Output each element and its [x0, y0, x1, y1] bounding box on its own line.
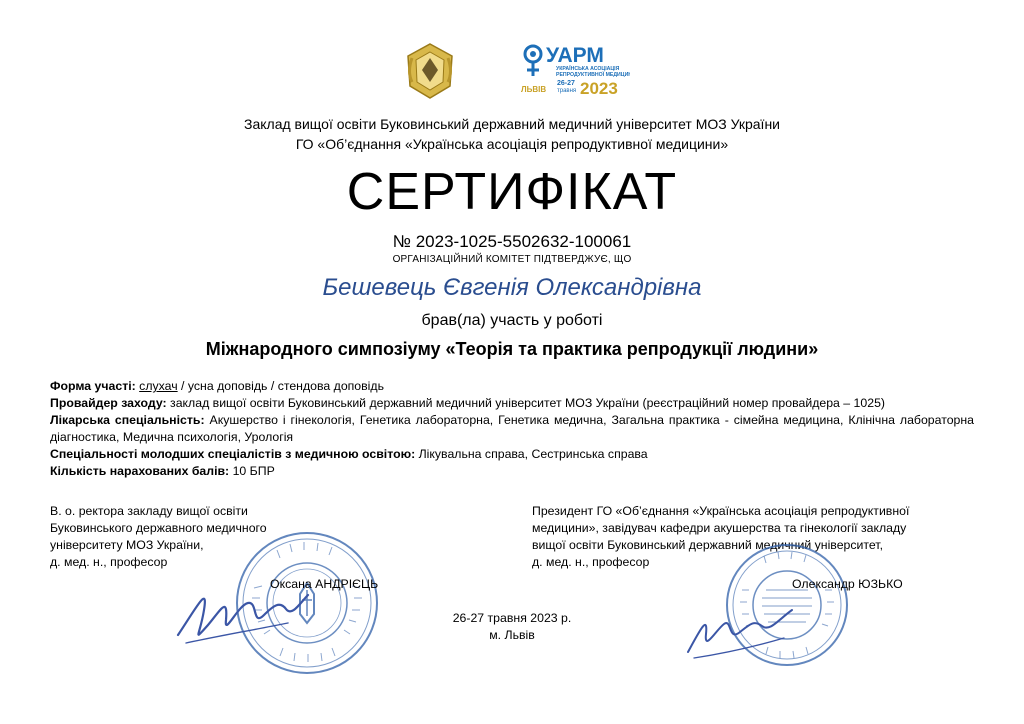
left-signatory-name: Оксана АНДРІЄЦЬ — [270, 577, 379, 591]
right-signatory-line: д. мед. н., професор — [532, 555, 650, 569]
points-awarded-label: Кількість нарахованих балів: — [50, 464, 230, 478]
junior-specialty-label: Спеціальності молодших спеціалістів з медичною освітою: — [50, 447, 416, 461]
organization-line-1: Заклад вищої освіти Буковинський державний медичний університет МОЗ України — [244, 116, 780, 132]
uarm-subtitle-2: РЕПРОДУКТИВНОЇ МЕДИЦИНИ — [556, 72, 630, 78]
right-signatory-line: Президент ГО «Об’єднання «Українська асоціація репродуктивної — [532, 504, 910, 518]
certificate-number: № 2023-1025-5502632-100061 — [392, 232, 632, 251]
participation-form — [50, 378, 974, 395]
event-city: м. Львів — [489, 628, 535, 642]
university-emblem-icon — [404, 42, 456, 100]
left-signatory-line: Буковинського державного медичного — [50, 521, 267, 535]
participation-form-options: / усна доповідь / стендова доповідь — [177, 379, 384, 393]
committee-confirms: ОРГАНІЗАЦІЙНИЙ КОМІТЕТ ПІДТВЕРДЖУЄ, ЩО — [392, 254, 632, 265]
certificate-details — [50, 378, 974, 480]
logos-row — [0, 40, 1024, 102]
uarm-year: 2023 — [580, 79, 618, 98]
junior-specialty-value: Лікувальна справа, Сестринська справа — [415, 447, 648, 461]
medical-specialty-label: Лікарська спеціальність: — [50, 413, 205, 427]
event-provider-label: Провайдер заходу: — [50, 396, 167, 410]
event-date-place — [0, 610, 1024, 644]
right-signatory-name: Олександр ЮЗЬКО — [792, 577, 903, 591]
event-date: 26-27 травня 2023 р. — [452, 611, 572, 625]
event-name: Міжнародного симпозіуму «Теорія та практика репродукції людини» — [205, 339, 819, 359]
uarm-symbol-icon — [520, 40, 630, 102]
right-signatory-line: вищої освіти Буковинський державний медичний університет, — [532, 538, 883, 552]
recipient-name: Бешевець Євгенія Олександрівна — [322, 274, 702, 301]
uarm-name: УАРМ — [546, 44, 604, 67]
uarm-logo — [520, 40, 630, 102]
left-signatory-line: В. о. ректора закладу вищої освіти — [50, 504, 248, 518]
uarm-subtitle-1: УКРАЇНСЬКА АСОЦІАЦІЯ — [556, 66, 620, 72]
uarm-dates: 26-27 — [557, 80, 575, 87]
points-awarded-value: 10 БПР — [229, 464, 275, 478]
participation-form-selected: слухач — [139, 379, 178, 393]
uarm-month: травня — [557, 88, 577, 94]
junior-specialty — [50, 446, 974, 463]
participation-statement: брав(ла) участь у роботі — [421, 312, 603, 329]
event-provider-value: заклад вищої освіти Буковинський державний медичний університет МОЗ України (реєстраційний номер провайдера – 1025) — [166, 396, 886, 410]
event-provider — [50, 395, 974, 412]
uarm-city: ЛЬВІВ — [521, 85, 547, 94]
medical-specialty-value: Акушерство і гінекологія, Генетика лабораторна, Генетика медична, Загальна практика - сімейна медицина, Клінічна лабораторна діагностика, Медична психологія, Урологія — [50, 413, 974, 444]
organization-line-2: ГО «Об’єднання «Українська асоціація репродуктивної медицини» — [295, 136, 729, 152]
right-signatory-line: медицини», завідувач кафедри акушерства та гінекології закладу — [532, 521, 907, 535]
points-awarded — [50, 463, 974, 480]
participation-form-label: Форма участі: — [50, 379, 136, 393]
left-signatory-line: університету МОЗ України, — [50, 538, 204, 552]
medical-specialty — [50, 412, 974, 446]
left-signatory-line: д. мед. н., професор — [50, 555, 168, 569]
certificate-title: СЕРТИФІКАТ — [346, 163, 678, 221]
